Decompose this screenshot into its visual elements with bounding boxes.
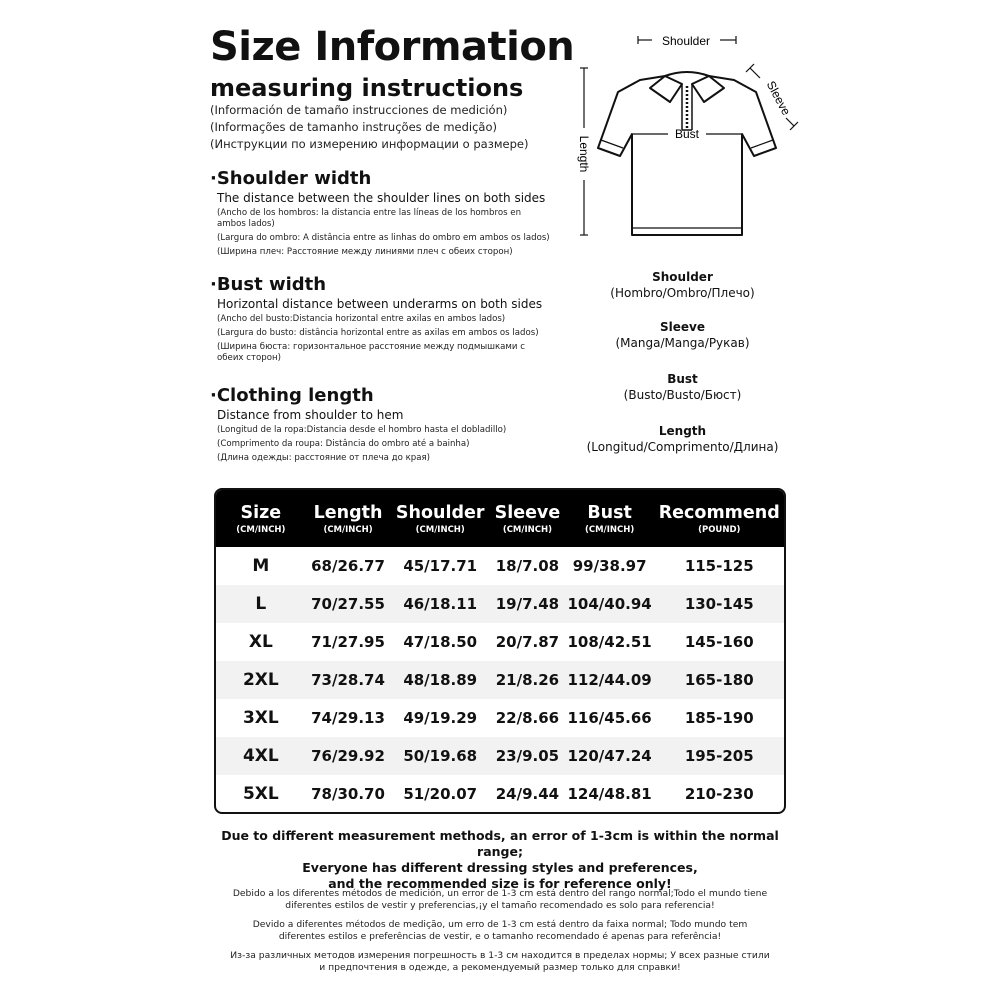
table-cell: 78/30.70 [311,785,385,803]
size-cell: 3XL [242,708,279,728]
table-cell: 50/19.68 [403,747,478,765]
shirt-outline-icon [598,72,776,235]
size-table [214,488,786,814]
legend-translation: (Busto/Busto/Бюст) [623,388,742,402]
table-cell: 70/27.55 [311,595,385,613]
table-cell: 18/7.08 [495,557,560,575]
table-cell: 47/18.50 [403,633,478,651]
section-translation-ru: (Ширина бюста: горизонтальное расстояние между подмышками с обеих сторон) [217,342,525,363]
table-cell: 49/19.29 [403,709,478,727]
table-cell: 112/44.09 [567,671,652,689]
title-translations [210,102,528,153]
disclaimer-main: Due to different measurement methods, an error of 1-3cm is within the normal range; Everyone has different dressing styles and preferences, and the recommended size is for reference only! [221,828,779,891]
table-cell: 145-160 [684,633,754,651]
column-header-bust: Bust (CM/INCH) [585,502,635,535]
section-heading: ·Bust width [210,274,327,295]
disclaimer-es: Debido a los diferentes métodos de medición, un error de 1-3 cm está dentro del rango normal;Todo el mundo tiene diferentes estilos de vestir y preferencias,¡y el tamaño recomendado es solo para referencia! [232,888,768,911]
section-translation-pt: (Comprimento da roupa: Distância do ombro até a bainha) [217,439,470,449]
table-row [216,699,784,737]
table-cell: 20/7.87 [495,633,560,651]
legend-translation: (Hombro/Ombro/Плечо) [610,286,755,300]
size-cell: M [252,556,270,576]
size-cell: L [255,594,267,614]
table-row [216,585,784,623]
column-header-size: Size (CM/INCH) [236,502,286,535]
legend-heading: Shoulder [652,270,713,284]
table-cell: 108/42.51 [567,633,652,651]
table-body [216,547,784,813]
table-cell: 76/29.92 [311,747,385,765]
table-cell: 22/8.66 [495,709,560,727]
diagram-label-bust: Bust [674,127,700,141]
table-cell: 73/28.74 [311,671,385,689]
legend-shoulder [575,270,790,300]
section-description: Horizontal distance between underarms on both sides [217,297,543,311]
table-cell: 24/9.44 [495,785,560,803]
table-cell: 23/9.05 [495,747,560,765]
table-cell: 45/17.71 [403,557,478,575]
column-header-sleeve: Sleeve (CM/INCH) [494,502,561,535]
table-cell: 120/47.24 [567,747,652,765]
section-translation-es: (Ancho del busto:Distancia horizontal entre axilas en ambos lados) [217,314,506,324]
table-cell: 46/18.11 [403,595,478,613]
section-translation-ru: (Ширина плеч: Расстояние между линиями плеч с обеих сторон) [217,247,513,257]
polo-shirt-diagram [570,30,800,250]
page-subtitle: measuring instructions [210,74,524,102]
size-cell: 2XL [242,670,279,690]
table-cell: 165-180 [684,671,754,689]
table-cell: 99/38.97 [572,557,647,575]
section-description: Distance from shoulder to hem [217,408,404,422]
section-translation-es: (Ancho de los hombros: la distancia entre las líneas de los hombros en ambos lados) [217,208,522,229]
section-heading: ·Clothing length [210,385,374,406]
table-cell: 71/27.95 [311,633,385,651]
table-cell: 210-230 [684,785,754,803]
legend-sleeve [575,320,790,350]
legend-translation: (Longitud/Comprimento/Длина) [586,440,779,454]
legend-heading: Bust [667,372,698,386]
table-row [216,547,784,585]
legend-translation: (Manga/Manga/Рукав) [615,336,750,350]
diagram-label-length: Length [577,135,591,173]
section-description: The distance between the shoulder lines on both sides [217,191,546,205]
table-row [216,661,784,699]
table-row [216,623,784,661]
legend-heading: Length [658,424,707,438]
title-translation-es: (Información de tamaño instrucciones de medición) [210,103,508,117]
table-row [216,775,784,813]
section-shoulder-width [210,168,550,258]
section-bust-width [210,274,550,364]
table-cell: 19/7.48 [495,595,560,613]
table-cell: 21/8.26 [495,671,560,689]
table-cell: 116/45.66 [567,709,652,727]
section-heading: ·Shoulder width [210,168,372,189]
table-row [216,737,784,775]
legend-bust [575,372,790,402]
disclaimer-pt: Devido a diferentes métodos de medição, um erro de 1-3 cm está dentro da faixa normal; Todo mundo tem diferentes estilos e preferências de vestir, e o tamanho recomendado é apenas para referência! [252,919,748,942]
size-cell: 5XL [242,784,279,804]
title-translation-ru: (Инструкции по измерению информации о размере) [210,137,529,151]
table-cell: 130-145 [684,595,754,613]
diagram-label-sleeve: Sleeve [763,78,794,118]
size-cell: XL [248,632,273,652]
section-clothing-length [210,385,550,464]
table-cell: 51/20.07 [403,785,478,803]
table-header [216,490,784,547]
section-translation-es: (Longitud de la ropa:Distancia desde el hombro hasta el dobladillo) [217,425,507,435]
page-title: Size Information [210,24,575,70]
column-header-length: Length (CM/INCH) [313,502,383,535]
legend-heading: Sleeve [660,320,705,334]
section-translation-pt: (Largura do ombro: A distância entre as linhas do ombro em ambos os lados) [217,233,550,243]
column-header-recommend: Recommend (POUND) [658,502,780,535]
legend-length [575,424,790,454]
table-cell: 195-205 [684,747,754,765]
title-translation-pt: (Informações de tamanho instruções de medição) [210,120,497,134]
section-translation-ru: (Длина одежды: расстояние от плеча до края) [217,453,431,463]
table-cell: 185-190 [684,709,754,727]
table-cell: 48/18.89 [403,671,478,689]
disclaimer-ru: Из-за различных методов измерения погрешность в 1-3 см находится в пределах нормы; У всех разные стили и предпочтения в одежде, а рекомендуемый размер только для справки! [230,950,770,973]
table-cell: 104/40.94 [567,595,652,613]
table-cell: 68/26.77 [311,557,385,575]
diagram-label-shoulder: Shoulder [661,34,711,48]
table-cell: 124/48.81 [567,785,652,803]
section-translation-pt: (Largura do busto: distância horizontal entre as axilas em ambos os lados) [217,328,539,338]
size-cell: 4XL [242,746,279,766]
table-cell: 74/29.13 [311,709,385,727]
column-header-shoulder: Shoulder (CM/INCH) [395,502,485,535]
table-cell: 115-125 [684,557,754,575]
